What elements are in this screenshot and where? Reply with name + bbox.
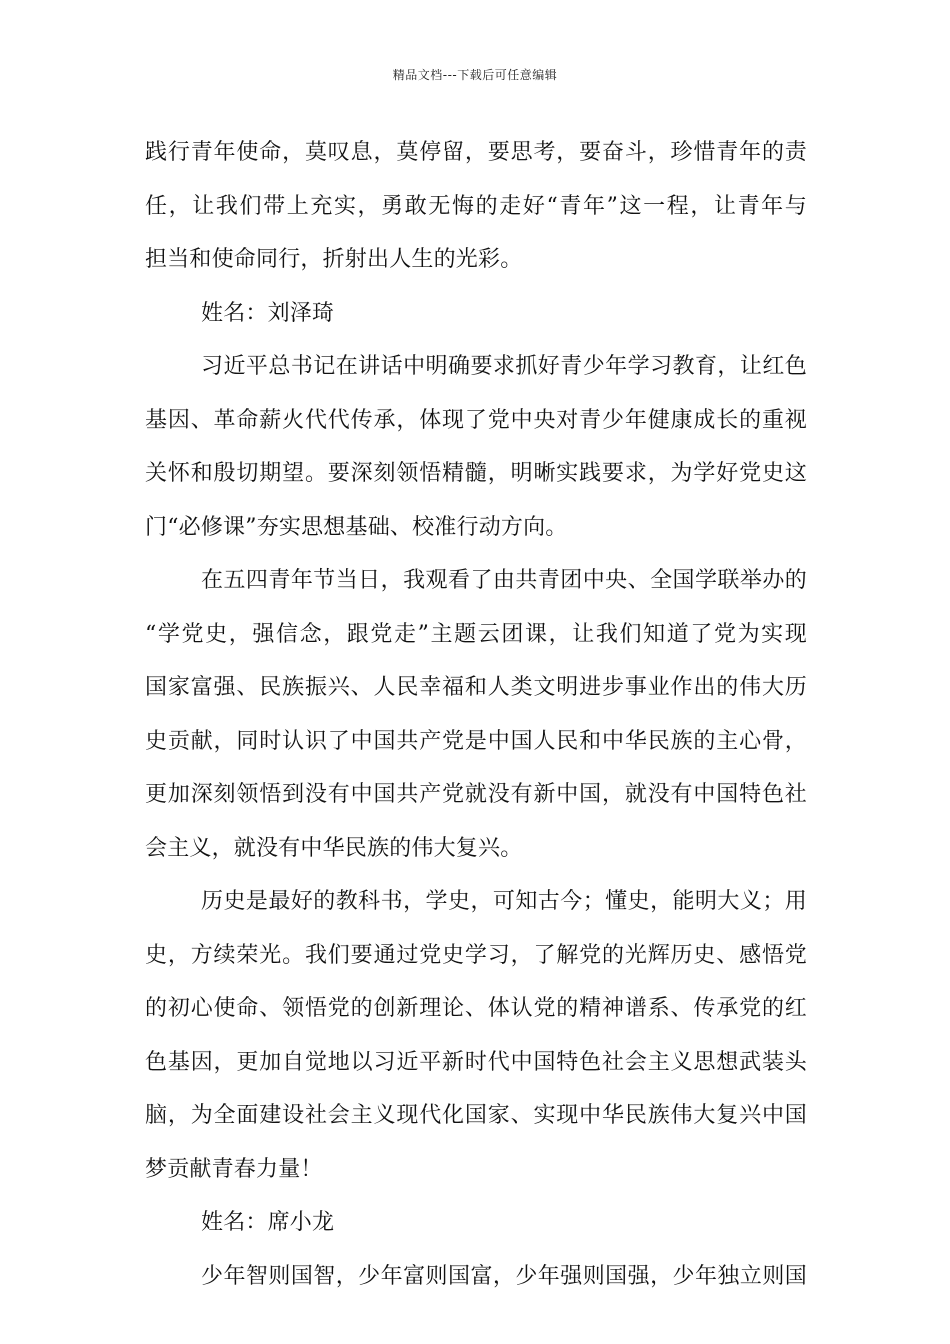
paragraph-line: 国家富强、民族振兴、人民幸福和人类文明进步事业作出的伟大历: [145, 675, 807, 700]
paragraph-line: 践行青年使命，莫叹息，莫停留，要思考，要奋斗，珍惜青年的责: [145, 140, 807, 165]
paragraph-line: 基因、革命薪火代代传承，体现了党中央对青少年健康成长的重视: [145, 407, 807, 433]
paragraph-line: 史，方续荣光。我们要通过党史学习，了解党的光辉历史、感悟党: [145, 942, 807, 968]
page-header: 精品文档---下载后可任意编辑: [392, 68, 558, 82]
paragraph-line: 色基因，更加自觉地以习近平新时代中国特色社会主义思想武装头: [145, 1049, 807, 1075]
paragraph-line: 梦贡献青春力量！: [145, 1156, 323, 1182]
paragraph-line: 关怀和殷切期望。要深刻领悟精髓，明晰实践要求，为学好党史这: [145, 461, 807, 486]
paragraph-line: 任，让我们带上充实，勇敢无悔的走好“青年”这一程，让青年与: [145, 193, 807, 219]
paragraph-line: 历史是最好的教科书，学史，可知古今；懂史，能明大义；用: [201, 889, 807, 914]
author-name-line: 姓名：席小龙: [201, 1210, 335, 1235]
paragraph-line: 脑，为全面建设社会主义现代化国家、实现中华民族伟大复兴中国: [145, 1103, 807, 1128]
paragraph-line: 会主义，就没有中华民族的伟大复兴。: [145, 835, 523, 861]
paragraph-line: 史贡献，同时认识了中国共产党是中国人民和中华民族的主心骨，: [145, 728, 807, 754]
paragraph-line: 门“必修课”夯实思想基础、校准行动方向。: [145, 514, 568, 540]
paragraph-line: “学党史，强信念，跟党走”主题云团课，让我们知道了党为实现: [145, 621, 807, 647]
paragraph-line: 更加深刻领悟到没有中国共产党就没有新中国，就没有中国特色社: [145, 782, 807, 807]
paragraph-line: 少年智则国智，少年富则国富，少年强则国强，少年独立则国: [201, 1263, 807, 1289]
paragraph-line: 担当和使命同行，折射出人生的光彩。: [145, 247, 523, 272]
paragraph-line: 在五四青年节当日，我观看了由共青团中央、全国学联举办的: [201, 568, 807, 593]
paragraph-line: 习近平总书记在讲话中明确要求抓好青少年学习教育，让红色: [201, 354, 807, 379]
paragraph-line: 的初心使命、领悟党的创新理论、体认党的精神谱系、传承党的红: [145, 996, 807, 1021]
document-body: [145, 130, 807, 1307]
author-name-line: 姓名：刘泽琦: [201, 300, 335, 326]
